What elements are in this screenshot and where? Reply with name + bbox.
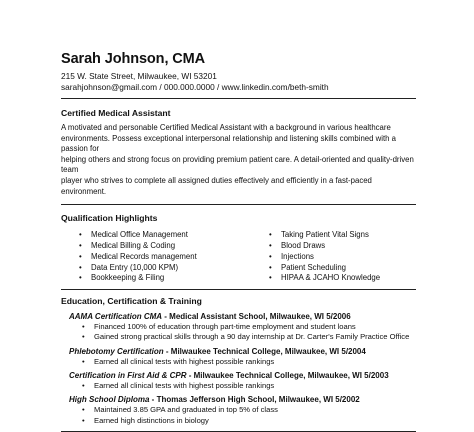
list-item: • Taking Patient Vital Signs [269,230,380,241]
summary-divider [61,204,416,205]
education-entry-detail: - Milwaukee Technical College, Milwaukee, WI 5/2004 [163,346,366,356]
education-entry-heading [61,311,416,322]
header-divider [61,98,416,99]
list-item: • Gained strong practical skills through a 90 day internship at Dr. Carter's Family Practice Office [82,332,416,342]
address-line: 215 W. State Street, Milwaukee, WI 53201 [61,71,217,81]
education-entry-bullets [61,381,416,391]
qualifications-divider [61,289,416,290]
education-entry-title: Phlebotomy Certification [69,346,164,356]
education-section [61,296,416,426]
list-item: • Injections [269,252,380,263]
contact-block [61,71,416,92]
list-item: • Earned all clinical tests with highest possible rankings [82,357,416,367]
education-entry-title: AAMA Certification CMA [69,312,163,322]
education-entry [61,311,416,343]
qualifications-section [61,213,416,284]
education-entry-detail: - Medical Assistant School, Milwaukee, WI 5/2006 [162,312,351,322]
summary-line: environments. Possess exceptional interpersonal relationship and listening skills combined with a passion for [61,133,397,154]
qualifications-list [61,230,416,284]
summary-line: player who strives to complete all assigned duties effectively and efficiently in a fast-paced environment. [61,175,372,196]
list-item: • Data Entry (10,000 KPM) [79,263,251,274]
list-item: • Bookkeeping & Filing [79,273,251,284]
qualifications-right-column [251,230,380,284]
education-title: Education, Certification & Training [61,296,202,307]
list-item: • Blood Draws [269,241,380,252]
education-entry-heading [61,394,416,405]
education-entry-bullets [61,357,416,367]
education-entry-heading [61,346,416,357]
qualifications-left-column [61,230,251,284]
education-entry-title: High School Diploma [69,395,150,405]
summary-section [61,108,416,197]
summary-line: A motivated and personable Certified Medical Assistant with a background in various healthcare [61,123,391,132]
education-entry [61,346,416,367]
list-item: • Medical Billing & Coding [79,241,251,252]
education-entry [61,394,416,426]
education-entry-bullets [61,405,416,426]
list-item: • Financed 100% of education through part-time employment and student loans [82,322,416,332]
list-item: • Patient Scheduling [269,263,380,274]
education-entry-detail: - Thomas Jefferson High School, Milwaukee, WI 5/2002 [149,395,360,405]
education-entry-heading [61,370,416,381]
list-item: • Earned all clinical tests with highest possible rankings [82,381,416,391]
education-entry-detail: - Milwaukee Technical College, Milwaukee, WI 5/2003 [186,371,389,381]
education-entry-bullets [61,322,416,343]
resume-name: Sarah Johnson, CMA [61,51,206,67]
summary-text [61,123,416,197]
qualifications-title: Qualification Highlights [61,213,158,224]
summary-title: Certified Medical Assistant [61,108,171,118]
list-item: • Maintained 3.85 GPA and graduated in top 5% of class [82,405,416,415]
list-item: • HIPAA & JCAHO Knowledge [269,273,380,284]
contact-line: sarahjohnson@gmail.com / 000.000.0000 / www.linkedin.com/beth-smith [61,81,329,92]
education-entry-title: Certification in First Aid & CPR [69,371,187,381]
education-entry [61,370,416,391]
list-item: • Medical Records management [79,252,251,263]
list-item: • Medical Office Management [79,230,251,241]
summary-line: helping others and strong focus on providing premium patient care. A detail-oriented and quality-driven team [61,154,414,175]
list-item: • Earned high distinctions in biology [82,416,416,426]
